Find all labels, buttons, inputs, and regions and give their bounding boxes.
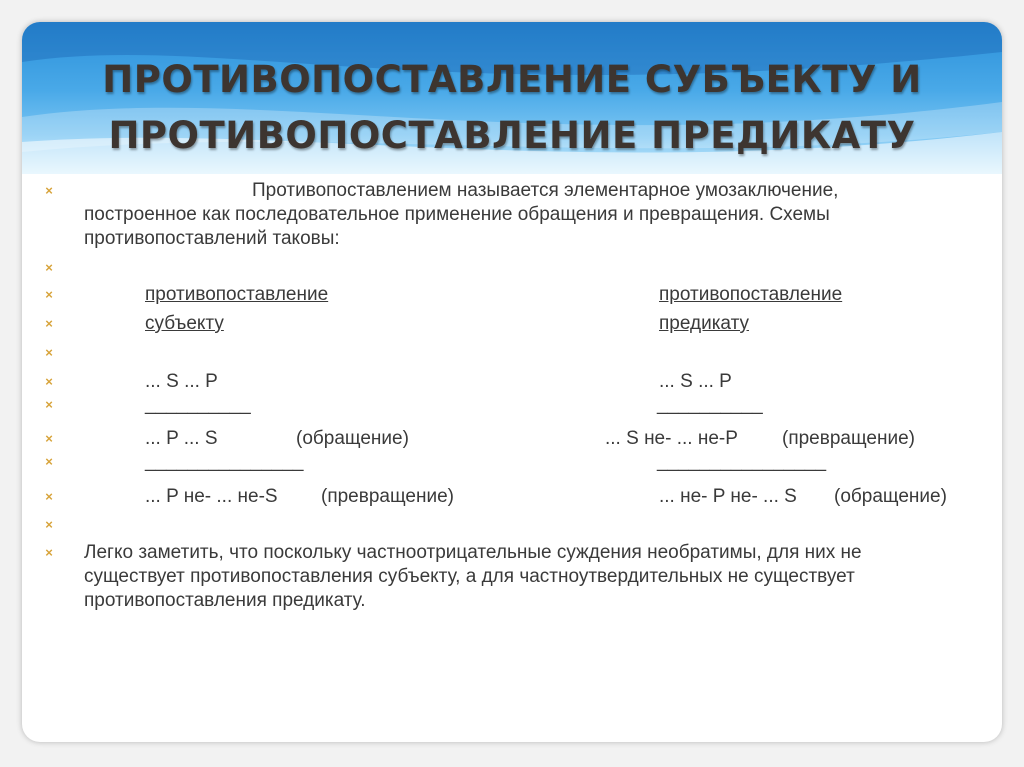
list-item bbox=[22, 484, 1002, 510]
bullet-icon: × bbox=[45, 517, 53, 532]
left-heading-1: противопоставление bbox=[145, 284, 329, 305]
list-item-continuation bbox=[22, 588, 1002, 614]
right-step-1: ... S не- ... не-P bbox=[605, 428, 738, 449]
bullet-icon: × bbox=[45, 489, 53, 504]
bullet-icon: × bbox=[45, 374, 53, 389]
conclusion-line-1: Легко заметить, что поскольку частноотрицательные суждения необратимы, для них не bbox=[84, 542, 862, 563]
bullet-icon: × bbox=[45, 287, 53, 302]
slide bbox=[22, 22, 1002, 742]
bullet-icon: × bbox=[45, 397, 53, 412]
left-heading-2: субъекту bbox=[145, 313, 224, 334]
left-step-2: ... P не- ... не-S bbox=[145, 486, 278, 507]
list-item-continuation bbox=[22, 564, 1002, 590]
left-step-1: ... P ... S bbox=[145, 428, 218, 449]
list-item bbox=[22, 255, 1002, 281]
right-step-2-note: (обращение) bbox=[834, 486, 947, 507]
bullet-icon: × bbox=[45, 260, 53, 275]
right-step-1-note: (превращение) bbox=[782, 428, 915, 449]
list-item bbox=[22, 540, 1002, 566]
right-rule-2: ________________ bbox=[657, 451, 827, 472]
intro-line-3: противопоставлений таковы: bbox=[84, 228, 340, 249]
list-item bbox=[22, 512, 1002, 538]
list-item bbox=[22, 282, 1002, 308]
left-step-2-note: (превращение) bbox=[321, 486, 454, 507]
intro-line-1: Противопоставлением называется элементарное умозаключение, bbox=[252, 180, 839, 201]
bullet-icon: × bbox=[45, 345, 53, 360]
list-item bbox=[22, 340, 1002, 366]
left-step-1-note: (обращение) bbox=[296, 428, 409, 449]
title-line-2: ПРОТИВОПОСТАВЛЕНИЕ ПРЕДИКАТУ bbox=[108, 114, 916, 157]
bullet-icon: × bbox=[45, 431, 53, 446]
list-item bbox=[22, 311, 1002, 337]
bullet-icon: × bbox=[45, 316, 53, 331]
right-step-2: ... не- P не- ... S bbox=[659, 486, 797, 507]
slide-body bbox=[22, 22, 1002, 742]
conclusion-line-3: противопоставления предикату. bbox=[84, 590, 366, 611]
left-premise: ... S ... P bbox=[145, 371, 218, 392]
right-rule-1: __________ bbox=[657, 394, 763, 415]
bullet-icon: × bbox=[45, 454, 53, 469]
left-rule-1: __________ bbox=[145, 394, 251, 415]
intro-line-2: построенное как последовательное применение обращения и превращения. Схемы bbox=[84, 204, 830, 225]
right-heading-2: предикату bbox=[659, 313, 749, 334]
conclusion-line-2: существует противопоставления субъекту, а для частноутвердительных не существует bbox=[84, 566, 855, 587]
list-item bbox=[22, 178, 1002, 204]
list-item-continuation bbox=[22, 226, 1002, 252]
right-heading-1: противопоставление bbox=[659, 284, 843, 305]
list-item-continuation bbox=[22, 202, 1002, 228]
list-item bbox=[22, 449, 1002, 475]
bullet-icon: × bbox=[45, 183, 53, 198]
list-item bbox=[22, 392, 1002, 418]
left-rule-2: _______________ bbox=[145, 451, 304, 472]
right-premise: ... S ... P bbox=[659, 371, 732, 392]
title-line-1: ПРОТИВОПОСТАВЛЕНИЕ СУБЪЕКТУ И bbox=[102, 58, 922, 101]
bullet-icon: × bbox=[45, 545, 53, 560]
